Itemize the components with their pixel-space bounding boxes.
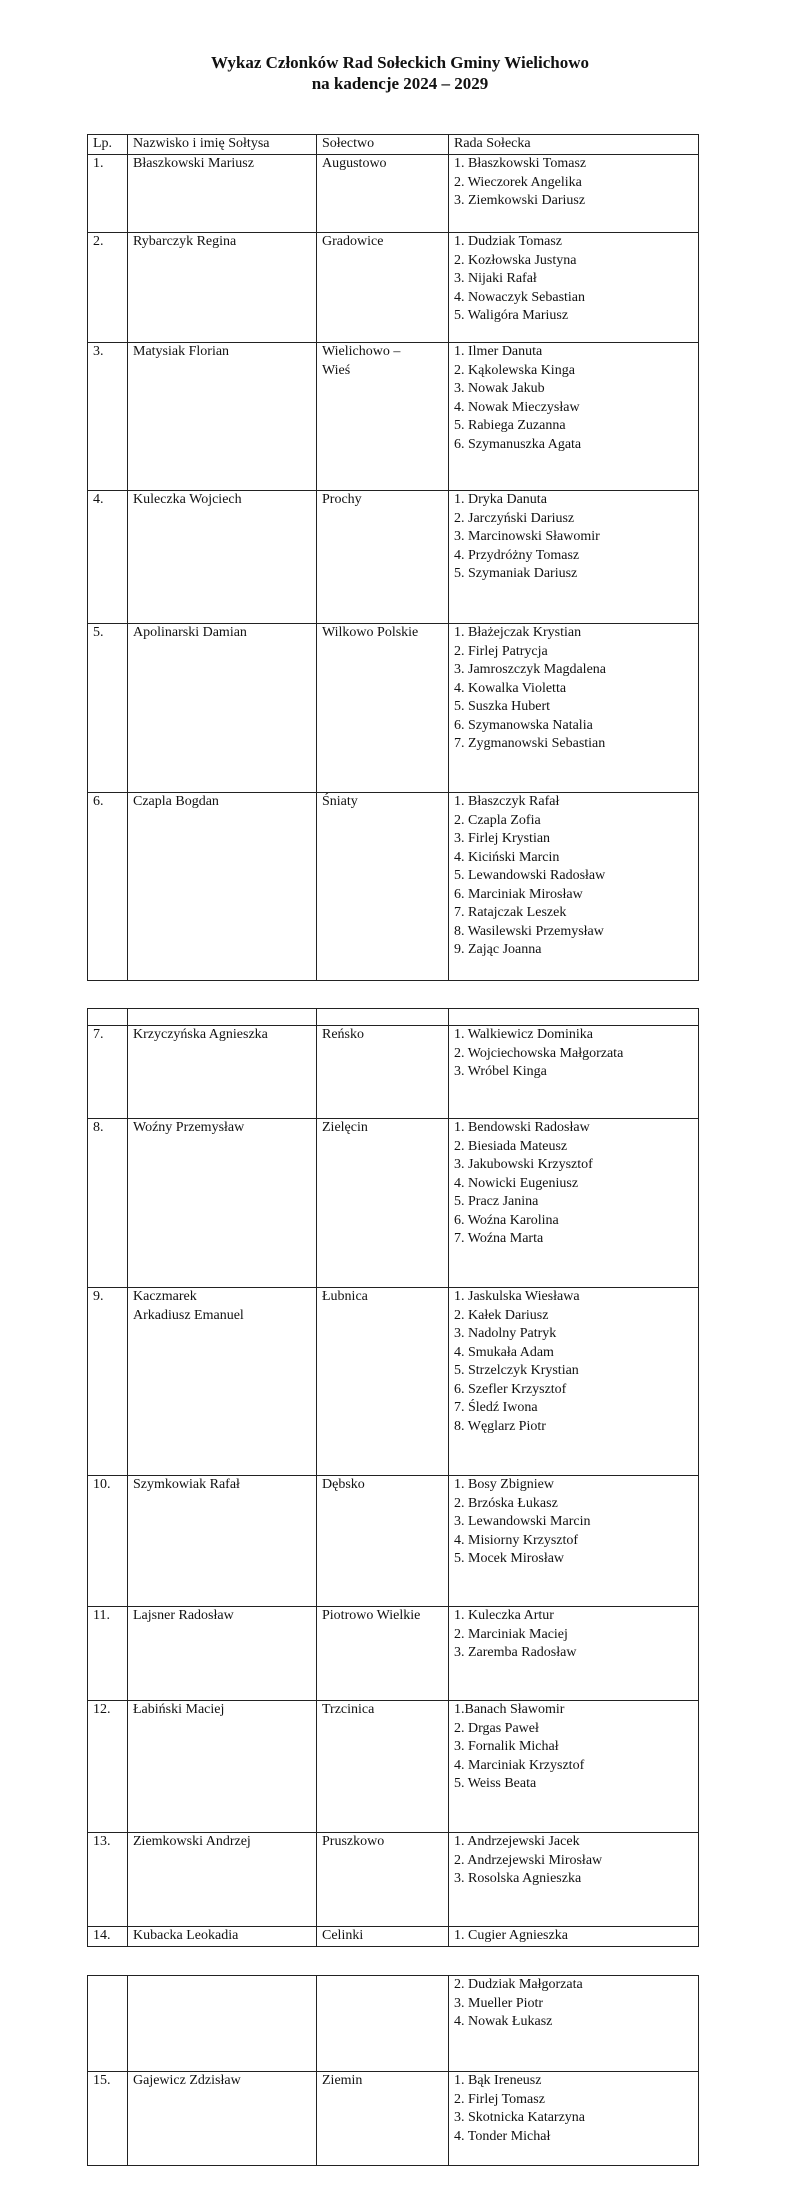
- members-table-page-2: [87, 1008, 699, 1947]
- council-member: 4. Tonder Michał: [454, 2128, 551, 2144]
- council-member: 6. Woźna Karolina: [454, 1212, 559, 1228]
- soltys-name: [128, 1476, 317, 1607]
- village-name: [317, 1976, 449, 2072]
- village-name-line: Dębsko: [322, 1477, 365, 1492]
- soltys-name-line: Kubacka Leokadia: [133, 1928, 239, 1943]
- council-members: [449, 343, 699, 491]
- village-name: [317, 1026, 449, 1119]
- council-member: 3. Nijaki Rafał: [454, 271, 537, 286]
- row-number: 15.: [88, 2072, 128, 2166]
- council-member: 5. Weiss Beata: [454, 1776, 537, 1791]
- council-member: 3. Nowak Jakub: [454, 381, 545, 396]
- council-members: [449, 1476, 699, 1607]
- soltys-name: [128, 1026, 317, 1119]
- council-member: 1. Błaszczyk Rafał: [454, 794, 560, 809]
- council-member: 3. Jamroszczyk Magdalena: [454, 662, 606, 677]
- table-row: [88, 343, 699, 491]
- row-number: 2.: [88, 233, 128, 343]
- row-number: 8.: [88, 1119, 128, 1288]
- table-row: [88, 1833, 699, 1927]
- village-name-line: Piotrowo Wielkie: [322, 1608, 421, 1623]
- council-member: 2. Firlej Tomasz: [454, 2091, 545, 2107]
- village-name-line: Prochy: [322, 492, 362, 507]
- council-member: 2. Biesiada Mateusz: [454, 1138, 568, 1154]
- row-number: 4.: [88, 491, 128, 624]
- council-member: 6. Szymanuszka Agata: [454, 436, 582, 452]
- soltys-name-line: Matysiak Florian: [133, 344, 230, 359]
- council-members: [449, 233, 699, 343]
- village-name: [317, 1701, 449, 1833]
- council-member: 4. Misiorny Krzysztof: [454, 1532, 579, 1548]
- council-members: [449, 1927, 699, 1947]
- village-name: [317, 624, 449, 793]
- village-name-line: Wilkowo Polskie: [322, 625, 419, 640]
- soltys-name-line: Kuleczka Wojciech: [133, 492, 242, 507]
- council-member: 2. Brzóska Łukasz: [454, 1495, 558, 1511]
- village-name-line: Reńsko: [322, 1027, 364, 1042]
- council-member: 1. Ilmer Danuta: [454, 344, 543, 359]
- row-number: 11.: [88, 1607, 128, 1701]
- council-members: [449, 1119, 699, 1288]
- table-row: [88, 233, 699, 343]
- village-name: [317, 1927, 449, 1947]
- council-member: 3. Lewandowski Marcin: [454, 1514, 591, 1529]
- council-member: 3. Rosolska Agnieszka: [454, 1871, 582, 1886]
- council-member: 2. Kozłowska Justyna: [454, 252, 577, 268]
- council-member: 5. Suszka Hubert: [454, 699, 551, 714]
- village-name: [317, 1476, 449, 1607]
- council-member: 2. Dudziak Małgorzata: [454, 1977, 583, 1992]
- council-member: 1. Błaszkowski Tomasz: [454, 156, 587, 171]
- council-member: 1. Bosy Zbigniew: [454, 1477, 554, 1492]
- council-members: [449, 2072, 699, 2166]
- council-member: 4. Nowak Mieczysław: [454, 399, 580, 415]
- soltys-name-line: Krzyczyńska Agnieszka: [133, 1027, 268, 1042]
- header-council: Rada Sołecka: [449, 135, 699, 155]
- soltys-name: [128, 233, 317, 343]
- village-name-line: Wielichowo –: [322, 344, 401, 359]
- council-member: 1.Banach Sławomir: [454, 1702, 565, 1717]
- council-member: 5. Rabiega Zuzanna: [454, 418, 566, 433]
- table-body: [88, 155, 699, 981]
- row-number: 13.: [88, 1833, 128, 1927]
- soltys-name: [128, 343, 317, 491]
- council-member: 4. Nowaczyk Sebastian: [454, 289, 586, 305]
- council-member: 7. Zygmanowski Sebastian: [454, 736, 606, 751]
- village-name-line: Ziemin: [322, 2073, 363, 2088]
- council-member: 4. Nowicki Eugeniusz: [454, 1175, 579, 1191]
- empty-header-row: [88, 1009, 699, 1026]
- council-members: [449, 1288, 699, 1476]
- council-member: 3. Skotnicka Katarzyna: [454, 2110, 586, 2125]
- header-name: Nazwisko i imię Sołtysa: [128, 135, 317, 155]
- council-member: 1. Cugier Agnieszka: [454, 1928, 568, 1943]
- council-member: 3. Jakubowski Krzysztof: [454, 1157, 593, 1172]
- village-name: [317, 491, 449, 624]
- village-name: [317, 2072, 449, 2166]
- council-member: 3. Wróbel Kinga: [454, 1064, 547, 1079]
- council-member: 5. Waligóra Mariusz: [454, 308, 569, 323]
- council-member: 4. Nowak Łukasz: [454, 2014, 553, 2029]
- table-row: [88, 1119, 699, 1288]
- table-row: [88, 491, 699, 624]
- village-name-line: Łubnica: [322, 1289, 368, 1304]
- soltys-name: [128, 793, 317, 981]
- table-row: [88, 1476, 699, 1607]
- village-name-line: Wieś: [322, 362, 351, 378]
- soltys-name-line: Lajsner Radosław: [133, 1608, 234, 1623]
- council-member: 8. Węglarz Piotr: [454, 1418, 546, 1434]
- council-member: 2. Wojciechowska Małgorzata: [454, 1045, 624, 1061]
- table-body: [88, 1976, 699, 2166]
- council-member: 2. Kąkolewska Kinga: [454, 362, 575, 378]
- village-name-line: Pruszkowo: [322, 1834, 385, 1849]
- members-table-page-3: [87, 1975, 699, 2166]
- council-members: [449, 155, 699, 233]
- soltys-name-line: Rybarczyk Regina: [133, 234, 237, 249]
- village-name-line: Trzcinica: [322, 1702, 375, 1717]
- village-name-line: Zielęcin: [322, 1120, 368, 1135]
- soltys-name: [128, 1833, 317, 1927]
- row-number: 1.: [88, 155, 128, 233]
- council-member: 5. Szymaniak Dariusz: [454, 566, 578, 581]
- council-members: [449, 1976, 699, 2072]
- council-member: 5. Pracz Janina: [454, 1194, 539, 1209]
- table-row: [88, 155, 699, 233]
- council-members: [449, 793, 699, 981]
- council-member: 2. Czapla Zofia: [454, 812, 541, 828]
- soltys-name: [128, 1701, 317, 1833]
- soltys-name-line: Woźny Przemysław: [133, 1120, 245, 1135]
- council-member: 2. Jarczyński Dariusz: [454, 510, 575, 526]
- council-member: 8. Wasilewski Przemysław: [454, 923, 604, 939]
- council-member: 9. Zając Joanna: [454, 942, 542, 957]
- row-number: 12.: [88, 1701, 128, 1833]
- table-row: [88, 1927, 699, 1947]
- council-member: 2. Drgas Paweł: [454, 1720, 539, 1736]
- row-number: 7.: [88, 1026, 128, 1119]
- soltys-name: [128, 1607, 317, 1701]
- table-row: [88, 1288, 699, 1476]
- soltys-name: [128, 491, 317, 624]
- table-row: [88, 1026, 699, 1119]
- council-members: [449, 624, 699, 793]
- document-title: [0, 52, 800, 94]
- table-body: [88, 1009, 699, 1947]
- council-members: [449, 1833, 699, 1927]
- village-name: [317, 233, 449, 343]
- village-name-line: Celinki: [322, 1928, 364, 1943]
- soltys-name: [128, 624, 317, 793]
- council-members: [449, 1607, 699, 1701]
- council-member: 4. Kiciński Marcin: [454, 849, 560, 865]
- soltys-name-line: Szymkowiak Rafał: [133, 1477, 240, 1492]
- council-members: [449, 1026, 699, 1119]
- row-number: 6.: [88, 793, 128, 981]
- village-name: [317, 155, 449, 233]
- council-member: 2. Andrzejewski Mirosław: [454, 1852, 603, 1868]
- title-line-2: na kadencje 2024 – 2029: [311, 74, 489, 93]
- soltys-name: [128, 155, 317, 233]
- header-village: Sołectwo: [317, 135, 449, 155]
- row-number: 3.: [88, 343, 128, 491]
- soltys-name-line: Kaczmarek: [133, 1289, 197, 1304]
- table-row: [88, 2072, 699, 2166]
- council-member: 1. Bąk Ireneusz: [454, 2073, 542, 2088]
- council-member: 3. Mueller Piotr: [454, 1995, 544, 2011]
- soltys-name: [128, 1927, 317, 1947]
- row-number: 14.: [88, 1927, 128, 1947]
- soltys-name-line: Łabiński Maciej: [133, 1702, 225, 1717]
- soltys-name: [128, 1288, 317, 1476]
- table-row: [88, 1701, 699, 1833]
- council-member: 3. Fornalik Michał: [454, 1739, 559, 1754]
- council-member: 3. Firlej Krystian: [454, 831, 551, 846]
- row-number: 9.: [88, 1288, 128, 1476]
- village-name-line: Gradowice: [322, 234, 384, 249]
- village-name: [317, 1833, 449, 1927]
- soltys-name-line: Apolinarski Damian: [133, 625, 247, 640]
- council-member: 1. Dudziak Tomasz: [454, 234, 563, 249]
- village-name: [317, 1288, 449, 1476]
- council-member: 4. Marciniak Krzysztof: [454, 1757, 585, 1773]
- council-members: [449, 491, 699, 624]
- table-row: [88, 1976, 699, 2072]
- council-member: 7. Woźna Marta: [454, 1231, 544, 1246]
- soltys-name-line: Błaszkowski Mariusz: [133, 156, 254, 171]
- council-member: 3. Marcinowski Sławomir: [454, 529, 600, 544]
- council-member: 1. Błażejczak Krystian: [454, 625, 582, 640]
- council-member: 4. Przydróżny Tomasz: [454, 547, 580, 563]
- council-member: 3. Ziemkowski Dariusz: [454, 193, 586, 208]
- village-name-line: Śniaty: [322, 794, 358, 809]
- council-member: 1. Andrzejewski Jacek: [454, 1834, 580, 1849]
- council-member: 6. Szymanowska Natalia: [454, 717, 593, 733]
- soltys-name-line: Gajewicz Zdzisław: [133, 2073, 241, 2088]
- table-header-row: [88, 135, 699, 155]
- council-member: 2. Kałek Dariusz: [454, 1307, 549, 1323]
- soltys-name: [128, 1119, 317, 1288]
- village-name: [317, 343, 449, 491]
- council-member: 7. Śledź Iwona: [454, 1400, 538, 1415]
- soltys-name-line: Czapla Bogdan: [133, 794, 219, 809]
- council-member: 7. Ratajczak Leszek: [454, 905, 567, 920]
- title-line-1: Wykaz Członków Rad Sołeckich Gminy Wielichowo: [211, 53, 589, 72]
- council-member: 6. Marciniak Mirosław: [454, 886, 583, 902]
- council-member: 1. Kuleczka Artur: [454, 1608, 554, 1623]
- council-member: 3. Zaremba Radosław: [454, 1645, 577, 1660]
- row-number: 10.: [88, 1476, 128, 1607]
- village-name: [317, 1119, 449, 1288]
- council-member: 5. Mocek Mirosław: [454, 1551, 565, 1566]
- table-row: [88, 624, 699, 793]
- members-table-page-1: [87, 134, 699, 981]
- village-name-line: Augustowo: [322, 156, 387, 171]
- council-member: 2. Marciniak Maciej: [454, 1626, 568, 1642]
- council-members: [449, 1701, 699, 1833]
- soltys-name-line: Ziemkowski Andrzej: [133, 1834, 251, 1849]
- village-name: [317, 1607, 449, 1701]
- council-member: 5. Strzelczyk Krystian: [454, 1363, 579, 1378]
- council-member: 2. Wieczorek Angelika: [454, 174, 582, 190]
- soltys-name: [128, 2072, 317, 2166]
- soltys-name: [128, 1976, 317, 2072]
- council-member: 5. Lewandowski Radosław: [454, 868, 606, 883]
- council-member: 2. Firlej Patrycja: [454, 643, 548, 659]
- soltys-name-line: Arkadiusz Emanuel: [133, 1307, 244, 1323]
- table-row: [88, 1607, 699, 1701]
- council-member: 3. Nadolny Patryk: [454, 1326, 557, 1341]
- council-member: 1. Jaskulska Wiesława: [454, 1289, 580, 1304]
- row-number: 5.: [88, 624, 128, 793]
- header-lp: Lp.: [88, 135, 128, 155]
- council-member: 1. Bendowski Radosław: [454, 1120, 590, 1135]
- council-member: 1. Walkiewicz Dominika: [454, 1027, 593, 1042]
- council-member: 4. Smukała Adam: [454, 1344, 554, 1360]
- village-name: [317, 793, 449, 981]
- council-member: 1. Dryka Danuta: [454, 492, 547, 507]
- council-member: 6. Szefler Krzysztof: [454, 1381, 567, 1397]
- row-number: [88, 1976, 128, 2072]
- table-row: [88, 793, 699, 981]
- council-member: 4. Kowalka Violetta: [454, 680, 567, 696]
